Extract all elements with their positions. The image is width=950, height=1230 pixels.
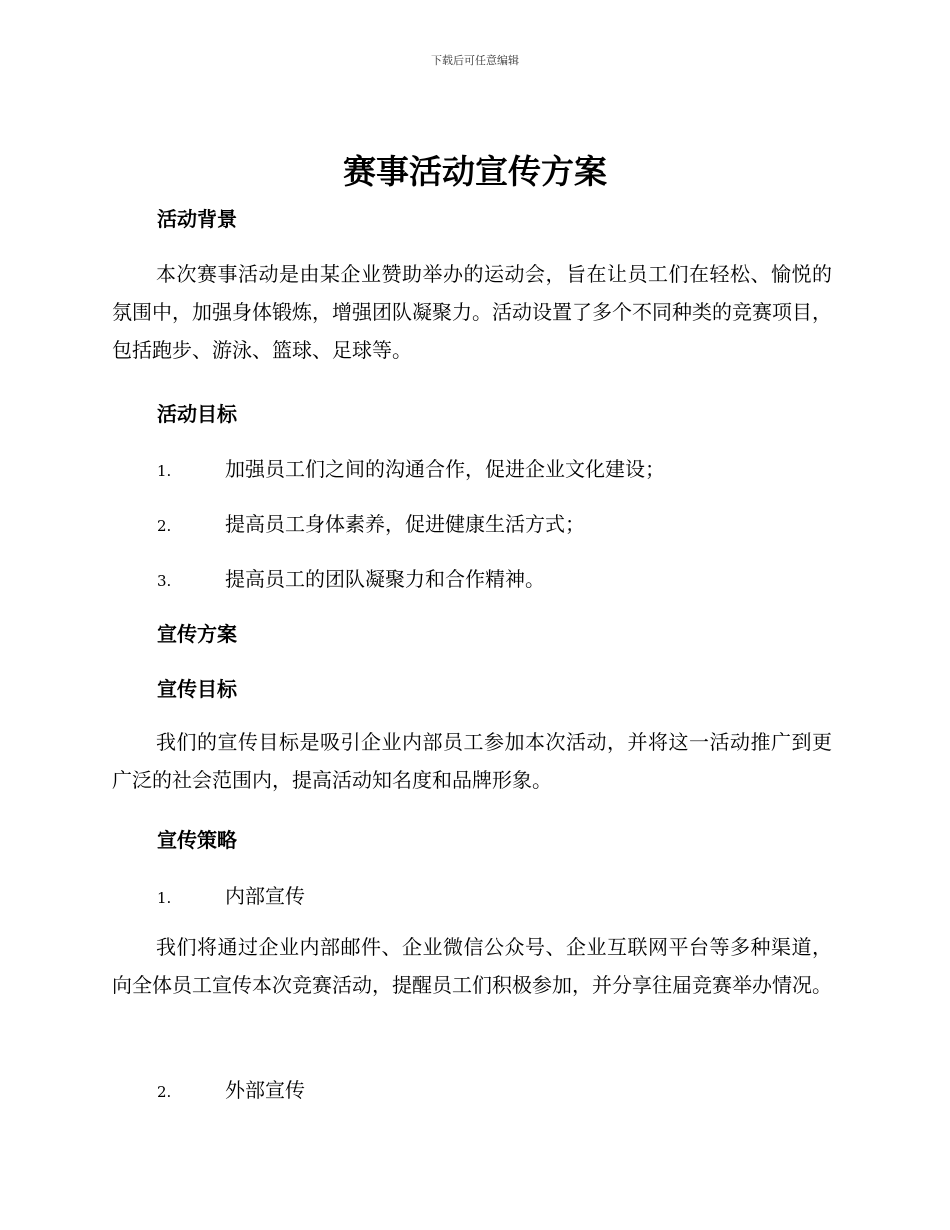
goal-item-1-text: 加强员工们之间的沟通合作，促进企业文化建设； <box>225 457 665 481</box>
heading-plan: 宣传方案 <box>157 622 237 646</box>
heading-promo-goal: 宣传目标 <box>157 677 237 701</box>
goal-item-3-text: 提高员工的团队凝聚力和合作精神。 <box>225 567 545 591</box>
document-title: 赛事活动宣传方案 <box>343 152 607 191</box>
strategy-item-external-number: 2. <box>157 1083 172 1101</box>
heading-background: 活动背景 <box>157 207 237 231</box>
strategy-item-internal-number: 1. <box>157 889 172 907</box>
strategy-item-external-text: 外部宣传 <box>225 1078 305 1102</box>
paragraph-background: 本次赛事活动是由某企业赞助举办的运动会，旨在让员工们在轻松、愉悦的氛围中，加强身体锻炼，增强团队凝聚力。活动设置了多个不同种类的竞赛项目，包括跑步、游泳、篮球、足球等。 <box>112 262 832 362</box>
goal-item-2-text: 提高员工身体素养，促进健康生活方式； <box>225 512 585 536</box>
paragraph-promo-goal: 我们的宣传目标是吸引企业内部员工参加本次活动，并将这一活动推广到更广泛的社会范围内，提高活动知名度和品牌形象。 <box>112 730 832 792</box>
heading-strategy: 宣传策略 <box>157 828 237 852</box>
strategy-item-internal-text: 内部宣传 <box>225 884 305 908</box>
goal-item-3-number: 3. <box>157 572 172 590</box>
goal-item-2 <box>157 510 585 540</box>
goal-item-1 <box>157 455 665 485</box>
strategy-item-internal <box>157 882 305 912</box>
paragraph-internal: 我们将通过企业内部邮件、企业微信公众号、企业互联网平台等多种渠道，向全体员工宣传本次竞赛活动，提醒员工们积极参加，并分享往届竞赛举办情况。 <box>112 935 832 997</box>
strategy-item-external <box>157 1076 305 1106</box>
goal-item-1-number: 1. <box>157 462 172 480</box>
goal-item-2-number: 2. <box>157 517 172 535</box>
header-note: 下载后可任意编辑 <box>431 54 519 67</box>
goal-item-3 <box>157 565 545 595</box>
heading-goals: 活动目标 <box>157 402 237 426</box>
